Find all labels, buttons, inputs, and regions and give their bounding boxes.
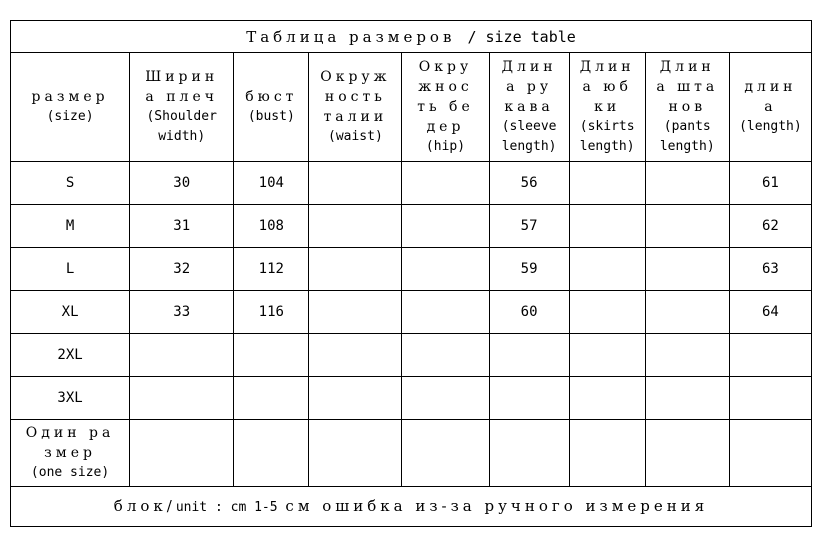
table-footer — [11, 487, 812, 527]
value-cell — [309, 420, 402, 487]
value-cell — [569, 377, 645, 420]
header-label-ru: кава — [504, 99, 554, 115]
header-label-ru: ность — [324, 89, 386, 105]
footer-tolerance: 1-5 — [254, 499, 286, 515]
table-title-en: / size table — [467, 27, 576, 46]
header-label-ru: бюст — [245, 89, 298, 105]
value-cell — [130, 420, 234, 487]
header-label-ru: Окру — [418, 59, 473, 75]
value-cell — [130, 334, 234, 377]
table-title — [11, 21, 812, 53]
value-cell — [569, 205, 645, 248]
value-cell — [729, 334, 811, 377]
value-cell: 116 — [234, 291, 309, 334]
header-label-en: length) — [579, 139, 635, 154]
value-cell: 31 — [130, 205, 234, 248]
value-cell — [569, 420, 645, 487]
value-cell — [569, 248, 645, 291]
value-cell: 112 — [234, 248, 309, 291]
value-cell: 60 — [489, 291, 569, 334]
header-label-en: length) — [501, 139, 557, 154]
value-cell — [569, 162, 645, 205]
value-cell — [729, 420, 811, 487]
value-cell — [402, 291, 489, 334]
header-cell — [489, 53, 569, 162]
value-cell — [645, 420, 729, 487]
value-cell — [309, 377, 402, 420]
table-row — [11, 205, 812, 248]
size-cell: 2XL — [11, 334, 130, 377]
value-cell — [569, 334, 645, 377]
value-cell — [309, 205, 402, 248]
header-label-ru: Ширин — [145, 69, 219, 85]
value-cell: 32 — [130, 248, 234, 291]
value-cell — [130, 377, 234, 420]
header-label-en: (hip) — [425, 139, 466, 154]
header-cell — [309, 53, 402, 162]
header-label-ru: Длин — [659, 59, 715, 75]
header-label-en: (size) — [46, 109, 94, 124]
value-cell — [645, 205, 729, 248]
one-size-label-ru: Один ра — [25, 425, 115, 441]
header-label-ru: ки — [594, 99, 621, 115]
header-label-ru: а юб — [582, 79, 632, 95]
table-row — [11, 291, 812, 334]
size-cell: XL — [11, 291, 130, 334]
header-cell — [402, 53, 489, 162]
header-label-ru: а — [764, 99, 777, 115]
header-label-ru: а плеч — [145, 89, 218, 105]
value-cell — [402, 377, 489, 420]
value-cell: 56 — [489, 162, 569, 205]
value-cell — [489, 377, 569, 420]
value-cell: 63 — [729, 248, 811, 291]
value-cell: 30 — [130, 162, 234, 205]
value-cell: 104 — [234, 162, 309, 205]
header-label-ru: размер — [31, 89, 109, 105]
value-cell — [489, 334, 569, 377]
header-cell — [11, 53, 130, 162]
size-cell: L — [11, 248, 130, 291]
header-label-ru: Длин — [579, 59, 635, 75]
value-cell — [645, 162, 729, 205]
value-cell — [309, 162, 402, 205]
value-cell — [309, 291, 402, 334]
header-label-en: length) — [659, 139, 715, 154]
value-cell — [489, 420, 569, 487]
value-cell — [402, 205, 489, 248]
one-size-label-en: (one size) — [30, 465, 110, 480]
value-cell: 61 — [729, 162, 811, 205]
table-row — [11, 334, 812, 377]
header-cell — [569, 53, 645, 162]
footer-note: см ошибка из-за ручного измерения — [285, 496, 709, 515]
table-title-ru: Таблица размеров — [246, 27, 456, 46]
value-cell — [402, 162, 489, 205]
table-row — [11, 377, 812, 420]
header-cell — [729, 53, 811, 162]
value-cell — [402, 334, 489, 377]
header-label-en: width) — [158, 129, 206, 144]
value-cell: 33 — [130, 291, 234, 334]
footer-unit-ru: блок/ — [113, 496, 176, 515]
header-label-ru: талии — [323, 109, 388, 125]
header-label-ru: Окруж — [320, 69, 391, 85]
footer-unit-en: unit : cm — [175, 499, 255, 515]
value-cell — [645, 248, 729, 291]
table-row-one-size — [11, 420, 812, 487]
header-label-ru: ть бе — [417, 99, 474, 115]
header-cell — [234, 53, 309, 162]
header-label-ru: а ру — [506, 79, 553, 95]
header-label-ru: дер — [426, 119, 465, 135]
value-cell — [402, 248, 489, 291]
header-label-en: (sleeve — [501, 119, 557, 134]
size-table — [10, 20, 812, 527]
header-cell — [645, 53, 729, 162]
value-cell — [645, 377, 729, 420]
value-cell — [645, 334, 729, 377]
value-cell: 57 — [489, 205, 569, 248]
one-size-label-ru: змер — [44, 445, 96, 461]
table-row — [11, 248, 812, 291]
value-cell — [234, 420, 309, 487]
header-label-ru: Длин — [501, 59, 557, 75]
value-cell — [234, 334, 309, 377]
value-cell — [569, 291, 645, 334]
header-label-en: (length) — [739, 119, 802, 134]
size-cell: 3XL — [11, 377, 130, 420]
header-label-en: (bust) — [247, 109, 295, 124]
value-cell: 64 — [729, 291, 811, 334]
value-cell — [402, 420, 489, 487]
size-cell: M — [11, 205, 130, 248]
header-label-en: (Shoulder — [146, 109, 217, 124]
size-cell-one-size — [11, 420, 130, 487]
header-cell — [130, 53, 234, 162]
value-cell: 59 — [489, 248, 569, 291]
header-label-en: (skirts — [579, 119, 635, 134]
footer-row — [11, 487, 812, 527]
header-label-en: (pants — [663, 119, 711, 134]
value-cell — [645, 291, 729, 334]
size-cell: S — [11, 162, 130, 205]
value-cell — [309, 334, 402, 377]
header-label-ru: нов — [668, 99, 707, 115]
header-label-ru: жнос — [418, 79, 473, 95]
value-cell — [729, 377, 811, 420]
value-cell — [234, 377, 309, 420]
table-row — [11, 162, 812, 205]
value-cell: 62 — [729, 205, 811, 248]
header-label-ru: а шта — [656, 79, 719, 95]
value-cell: 108 — [234, 205, 309, 248]
value-cell — [309, 248, 402, 291]
header-label-ru: длин — [744, 79, 797, 95]
header-label-en: (waist) — [328, 129, 383, 144]
